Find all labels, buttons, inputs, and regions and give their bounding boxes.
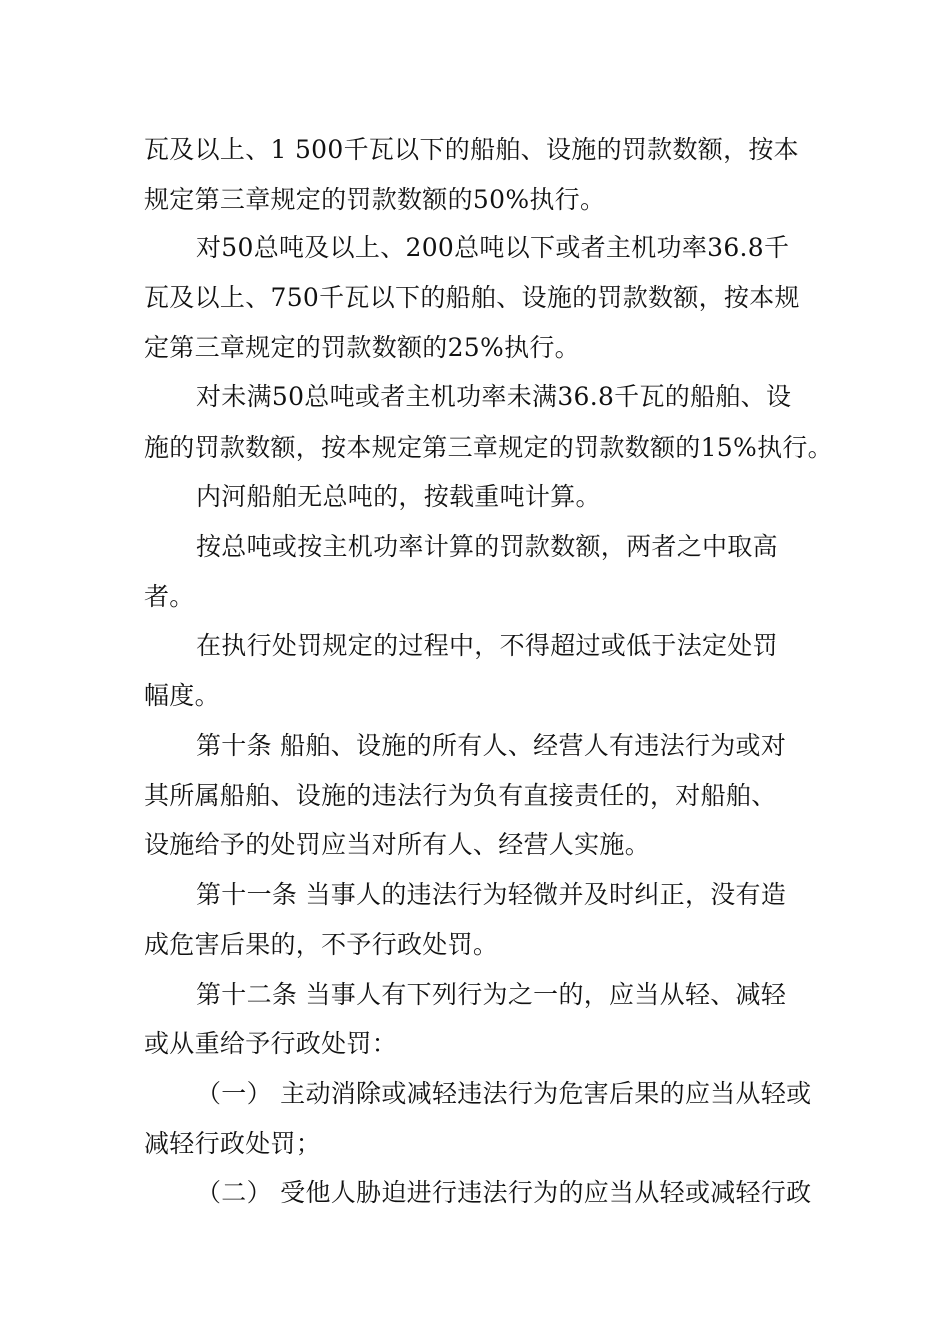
text-line: 第十条 船舶、设施的所有人、经营人有违法行为或对: [196, 731, 787, 760]
text-line: 第十二条 当事人有下列行为之一的，应当从轻、减轻: [196, 980, 787, 1009]
text-line: 对未满50总吨或者主机功率未满36.8千瓦的船舶、设: [196, 382, 792, 411]
text-line: 设施给予的处罚应当对所有人、经营人实施。: [144, 830, 651, 859]
text-line: 减轻行政处罚；: [144, 1129, 322, 1158]
text-line: 定第三章规定的罚款数额的25%执行。: [144, 333, 580, 362]
text-line: 幅度。: [144, 681, 220, 710]
text-line: 成危害后果的，不予行政处罚。: [144, 930, 499, 959]
text-line: （一） 主动消除或减轻违法行为危害后果的应当从轻或: [196, 1079, 812, 1108]
text-line: 其所属船舶、设施的违法行为负有直接责任的，对船舶、: [144, 781, 777, 810]
text-line: 瓦及以上、1 500千瓦以下的船舶、设施的罚款数额，按本: [144, 135, 799, 164]
text-line: 规定第三章规定的罚款数额的50%执行。: [144, 185, 606, 214]
text-line: （二） 受他人胁迫进行违法行为的应当从轻或减轻行政: [196, 1178, 812, 1207]
text-line: 或从重给予行政处罚：: [144, 1029, 398, 1058]
text-line: 内河船舶无总吨的，按载重吨计算。: [196, 482, 601, 511]
text-line: 在执行处罚规定的过程中，不得超过或低于法定处罚: [196, 631, 778, 660]
text-line: 按总吨或按主机功率计算的罚款数额，两者之中取高: [196, 532, 778, 561]
text-line: 瓦及以上、750千瓦以下的船舶、设施的罚款数额，按本规: [144, 283, 800, 312]
text-line: 者。: [144, 582, 195, 611]
text-line: 第十一条 当事人的违法行为轻微并及时纠正，没有造: [196, 880, 787, 909]
text-line: 对50总吨及以上、200总吨以下或者主机功率36.8千: [196, 233, 790, 262]
text-line: 施的罚款数额，按本规定第三章规定的罚款数额的15%执行。: [144, 433, 833, 462]
